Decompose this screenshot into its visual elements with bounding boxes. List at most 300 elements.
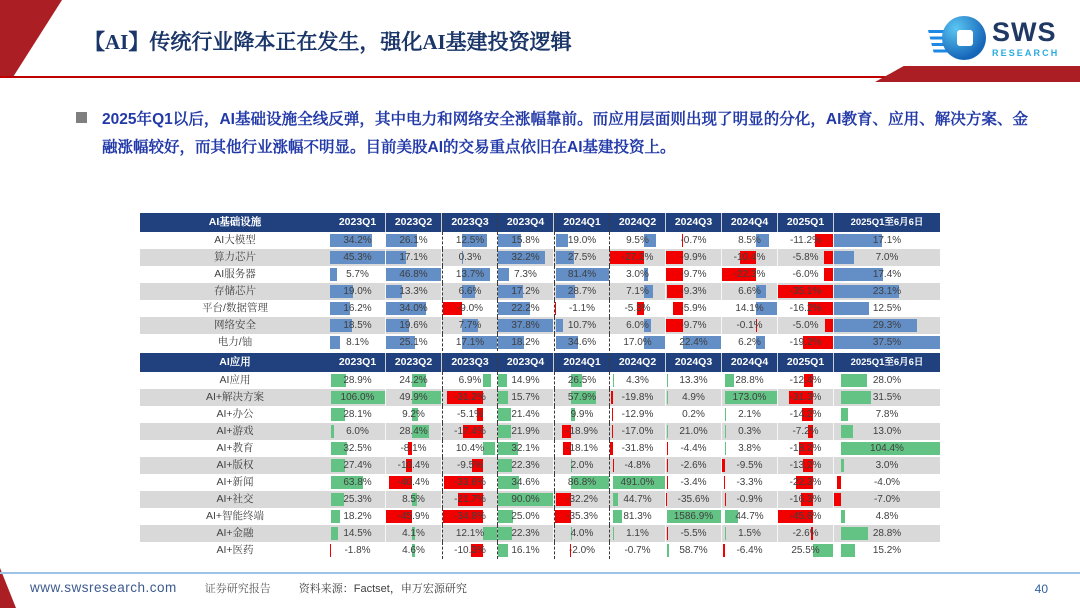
table-cell [498, 300, 554, 317]
table-cell [834, 372, 940, 389]
table-header-row [140, 353, 940, 372]
table-cell [498, 389, 554, 406]
cell-value: -8.1% [400, 443, 427, 454]
summary-bullet [76, 106, 1028, 162]
table-cell [442, 266, 498, 283]
table-cell [834, 249, 940, 266]
table-row [140, 423, 940, 440]
table-cell [666, 300, 722, 317]
table-cell [386, 474, 442, 491]
row-label: AI大模型 [214, 234, 256, 246]
cell-value: -33.6% [454, 477, 486, 488]
cell-value: 32.1% [511, 443, 540, 454]
table-cell [778, 334, 834, 351]
cell-value: -35.3% [566, 511, 598, 522]
table-cell [610, 406, 666, 423]
table-cell [778, 372, 834, 389]
cell-value: 25.5% [791, 545, 820, 556]
column-header: 2025Q1至6月6日 [834, 353, 940, 372]
table-cell [834, 266, 940, 283]
positive-data-bar [330, 268, 337, 281]
table-cell [834, 440, 940, 457]
table-cell [386, 457, 442, 474]
table-cell [666, 283, 722, 300]
table-cell [330, 283, 386, 300]
table-cell [666, 491, 722, 508]
table-cell [498, 372, 554, 389]
table-cell [554, 457, 610, 474]
cell-value: 8.5% [402, 494, 425, 505]
table-cell [666, 542, 722, 559]
negative-data-bar [824, 268, 833, 281]
sws-research-logo [928, 14, 1064, 64]
cell-value: -2.0% [568, 545, 596, 556]
cell-value: -5.1% [456, 409, 484, 420]
table-cell [610, 474, 666, 491]
table-cell [610, 491, 666, 508]
table-cell [554, 249, 610, 266]
cell-value: -5.3% [624, 303, 651, 314]
cell-value: 173.0% [732, 392, 767, 403]
cell-value: 22.3% [511, 528, 540, 539]
table-cell [778, 440, 834, 457]
table-cell [778, 317, 834, 334]
cell-value: -5.0% [792, 320, 819, 331]
positive-data-bar [556, 319, 563, 332]
cell-value: 13.3% [679, 375, 708, 386]
table-cell [666, 372, 722, 389]
table-cell [834, 542, 940, 559]
positive-data-bar [841, 374, 868, 387]
cell-value: 18.5% [343, 320, 372, 331]
negative-data-bar [611, 391, 613, 404]
cell-value: 17.4% [872, 269, 902, 280]
table-cell [330, 389, 386, 406]
cell-value: -6.4% [736, 545, 763, 556]
cell-value: 37.8% [511, 320, 540, 331]
cell-value: -9.0% [456, 303, 484, 314]
table-row [140, 542, 940, 559]
table-cell [778, 283, 834, 300]
table-cell [666, 334, 722, 351]
cell-value: 19.0% [567, 235, 597, 246]
table-cell [554, 372, 610, 389]
table-cell [722, 249, 778, 266]
cell-value: 106.0% [340, 392, 375, 403]
logo-text [992, 19, 1059, 58]
table-cell [442, 457, 498, 474]
footer-divider-line [0, 572, 1080, 574]
cell-value: -9.9% [680, 252, 707, 263]
cell-value: 24.2% [399, 375, 428, 386]
table-cell [834, 474, 940, 491]
positive-data-bar [498, 544, 508, 557]
cell-value: 26.1% [399, 235, 428, 246]
column-header: 2024Q4 [722, 353, 778, 372]
cell-value: -18.1% [566, 443, 598, 454]
negative-data-bar [834, 493, 841, 506]
column-header: 2023Q1 [330, 213, 386, 232]
table-cell [834, 525, 940, 542]
report-type-label: 证券研究报告 [204, 583, 271, 595]
cell-value: -10.4% [397, 460, 430, 471]
cell-value: 3.0% [626, 269, 649, 280]
table-cell [722, 423, 778, 440]
negative-data-bar [330, 544, 331, 557]
cell-value: 32.5% [343, 443, 372, 454]
cell-value: 9.9% [570, 409, 594, 420]
cell-value: -0.7% [680, 235, 707, 246]
cell-value: 491.0% [620, 477, 655, 488]
table-cell [722, 525, 778, 542]
cell-value: 26.5% [567, 375, 597, 386]
table-cell [498, 283, 554, 300]
top-left-red-ribbon [0, 0, 62, 78]
cell-value: 12.1% [455, 528, 485, 539]
cell-value: -5.8% [792, 252, 819, 263]
cell-value: 45.3% [343, 252, 372, 263]
cell-value: 22.4% [679, 337, 708, 348]
column-header: 2023Q4 [498, 353, 554, 372]
cell-value: 4.6% [402, 545, 425, 556]
positive-data-bar [841, 408, 848, 421]
table-cell [554, 283, 610, 300]
table-cell [722, 283, 778, 300]
cell-value: -2.6% [680, 460, 707, 471]
cell-value: 25.3% [343, 494, 372, 505]
cell-value: -7.2% [792, 426, 819, 437]
table-cell [722, 457, 778, 474]
table-cell [722, 542, 778, 559]
positive-data-bar [841, 391, 871, 404]
cell-value: -0.7% [624, 545, 651, 556]
table-cell [778, 423, 834, 440]
cell-value: 2.0% [570, 460, 594, 471]
column-header: 2024Q3 [666, 353, 722, 372]
cell-value: 13.7% [455, 269, 485, 280]
table-cell [610, 283, 666, 300]
cell-value: 104.4% [870, 443, 904, 454]
cell-value: 0.3% [458, 252, 482, 263]
cell-value: 14.5% [343, 528, 372, 539]
page-title: 【AI】传统行业降本正在发生，强化AI基建投资逻辑 [84, 30, 572, 54]
cell-value: 14.1% [735, 303, 764, 314]
cell-value: 3.8% [738, 443, 761, 454]
cell-value: 6.0% [626, 320, 649, 331]
cell-value: -16.2% [789, 303, 822, 314]
cell-value: -19.2% [789, 337, 822, 348]
row-label: AI+教育 [216, 442, 254, 454]
table-cell [666, 474, 722, 491]
website-link[interactable]: www.swsresearch.com [30, 580, 177, 595]
column-header: 2024Q1 [554, 353, 610, 372]
cell-value: -3.4% [680, 477, 707, 488]
table-cell [330, 457, 386, 474]
cell-value: -4.4% [680, 443, 707, 454]
column-header: 2023Q3 [442, 213, 498, 232]
cell-value: -1.1% [568, 303, 596, 314]
table-cell [442, 491, 498, 508]
cell-value: 34.2% [343, 235, 372, 246]
table-row [140, 389, 940, 406]
table-cell [498, 525, 554, 542]
table-cell [386, 249, 442, 266]
cell-value: 46.8% [399, 269, 428, 280]
table-cell [722, 372, 778, 389]
table-cell [554, 317, 610, 334]
table-cell [610, 525, 666, 542]
table-cell [722, 334, 778, 351]
table-cell [666, 508, 722, 525]
table-cell [442, 406, 498, 423]
positive-data-bar [483, 374, 491, 387]
negative-data-bar [610, 442, 613, 455]
table-cell [778, 232, 834, 249]
cell-value: -7.0% [873, 494, 901, 505]
cell-value: -9.5% [456, 460, 484, 471]
table-cell [722, 406, 778, 423]
column-header: 2024Q3 [666, 213, 722, 232]
cell-value: -9.7% [680, 320, 707, 331]
cell-value: -45.9% [397, 511, 430, 522]
negative-data-bar [612, 425, 614, 438]
table-cell [610, 542, 666, 559]
cell-value: 4.9% [682, 392, 705, 403]
table-cell [834, 423, 940, 440]
table-cell [778, 525, 834, 542]
table-row [140, 266, 940, 283]
table-cell [722, 232, 778, 249]
table-cell [386, 542, 442, 559]
table-cell [498, 457, 554, 474]
table-cell [386, 266, 442, 283]
table-cell [330, 266, 386, 283]
positive-data-bar [667, 425, 668, 438]
table-cell [330, 525, 386, 542]
cell-value: 18.2% [343, 511, 372, 522]
cell-value: 34.6% [511, 477, 540, 488]
cell-value: 1.5% [738, 528, 761, 539]
table-cell [498, 508, 554, 525]
positive-data-bar [498, 374, 507, 387]
row-label: AI+医药 [216, 544, 254, 556]
column-header: 2025Q1 [778, 213, 834, 232]
cell-value: 81.3% [623, 511, 652, 522]
table-cell [722, 266, 778, 283]
table-cell [778, 300, 834, 317]
table-cell [386, 423, 442, 440]
table-cell [498, 266, 554, 283]
table-header-row [140, 213, 940, 232]
cell-value: 27.4% [343, 460, 372, 471]
table-cell [554, 474, 610, 491]
column-header: 2023Q4 [498, 213, 554, 232]
cell-value: 6.2% [738, 337, 761, 348]
positive-data-bar [498, 459, 512, 472]
cell-value: 13.0% [872, 426, 902, 437]
table-cell [498, 491, 554, 508]
cell-value: 19.6% [399, 320, 428, 331]
cell-value: 10.7% [567, 320, 597, 331]
cell-value: 4.0% [570, 528, 594, 539]
cell-value: 21.9% [511, 426, 540, 437]
table-cell [386, 372, 442, 389]
positive-data-bar [498, 408, 511, 421]
negative-data-bar [825, 319, 833, 332]
cell-value: 57.9% [567, 392, 597, 403]
table-cell [498, 334, 554, 351]
cell-value: -9.5% [736, 460, 763, 471]
cell-value: -31.2% [454, 392, 486, 403]
cell-value: 16.2% [343, 303, 372, 314]
positive-data-bar [330, 336, 340, 349]
positive-data-bar [556, 234, 568, 247]
negative-data-bar [666, 493, 667, 506]
table-cell [554, 525, 610, 542]
cell-value: -10.3% [454, 545, 486, 556]
column-header: 2024Q4 [722, 213, 778, 232]
cell-value: -12.4% [789, 375, 822, 386]
table-cell [386, 508, 442, 525]
table-cell [330, 423, 386, 440]
cell-value: 17.1% [872, 235, 902, 246]
cell-value: -3.3% [736, 477, 763, 488]
table-cell [386, 283, 442, 300]
positive-data-bar [841, 459, 844, 472]
table-cell [610, 300, 666, 317]
cell-value: 1586.9% [673, 511, 714, 522]
cell-value: -27.2% [621, 252, 654, 263]
table-cell [610, 232, 666, 249]
column-header: 2023Q2 [386, 213, 442, 232]
row-label: AI+游戏 [140, 423, 330, 440]
positive-data-bar [483, 527, 497, 540]
table-cell [610, 457, 666, 474]
cell-value: 3.0% [875, 460, 899, 471]
cell-value: -45.6% [789, 511, 822, 522]
cell-value: -31.3% [789, 392, 822, 403]
cell-value: 23.1% [872, 286, 902, 297]
cell-value: 28.0% [872, 375, 902, 386]
table-cell [386, 406, 442, 423]
cell-value: 22.3% [511, 460, 540, 471]
cell-value: 16.1% [511, 545, 540, 556]
table-cell [386, 491, 442, 508]
negative-data-bar [723, 544, 725, 557]
table-cell [498, 232, 554, 249]
cell-value: 28.8% [735, 375, 764, 386]
table-cell [666, 406, 722, 423]
bullet-square-icon [76, 112, 87, 123]
table-cell [610, 372, 666, 389]
table-cell [666, 440, 722, 457]
cell-value: 9.2% [402, 409, 425, 420]
table-cell [330, 317, 386, 334]
row-label: AI服务器 [214, 268, 256, 280]
column-header: 2023Q2 [386, 353, 442, 372]
table-cell [666, 423, 722, 440]
cell-value: 28.8% [872, 528, 902, 539]
table-cell [498, 249, 554, 266]
table-cell [778, 406, 834, 423]
cell-value: -4.8% [624, 460, 651, 471]
table-row [140, 457, 940, 474]
table-cell [330, 232, 386, 249]
cell-value: 12.5% [872, 303, 902, 314]
table-cell [386, 232, 442, 249]
table-cell [442, 440, 498, 457]
footer [30, 580, 467, 596]
cell-value: -9.7% [680, 269, 707, 280]
cell-value: -2.6% [792, 528, 819, 539]
positive-data-bar [331, 493, 344, 506]
cell-value: 4.8% [875, 511, 899, 522]
positive-data-bar [483, 442, 495, 455]
cell-value: 9.5% [626, 235, 649, 246]
cell-value: 0.3% [738, 426, 761, 437]
positive-data-bar [725, 442, 726, 455]
page-number: 40 [1034, 582, 1048, 596]
row-label: AI+社交 [140, 491, 330, 508]
table-cell [834, 491, 940, 508]
table-cell [442, 300, 498, 317]
cell-value: 6.0% [346, 426, 369, 437]
positive-data-bar [331, 527, 338, 540]
table-cell [554, 423, 610, 440]
table-cell [442, 508, 498, 525]
table-cell [386, 525, 442, 542]
cell-value: 15.2% [872, 545, 902, 556]
negative-data-bar [613, 459, 614, 472]
positive-data-bar [841, 527, 868, 540]
cell-value: 13.3% [399, 286, 428, 297]
table-cell [330, 474, 386, 491]
table-cell [442, 423, 498, 440]
cell-value: -17.0% [621, 426, 654, 437]
cell-value: 27.5% [567, 252, 597, 263]
table-cell [554, 542, 610, 559]
table-cell [778, 249, 834, 266]
cell-value: -4.0% [873, 477, 901, 488]
table-cell [386, 300, 442, 317]
cell-value: -34.8% [454, 511, 486, 522]
cell-value: 5.7% [346, 269, 369, 280]
row-label: AI+解决方案 [140, 389, 330, 406]
cell-value: -5.5% [680, 528, 707, 539]
table-cell [498, 440, 554, 457]
positive-data-bar [331, 425, 334, 438]
table-cell [442, 232, 498, 249]
cell-value: 44.7% [623, 494, 652, 505]
cell-value: 21.0% [679, 426, 708, 437]
table-cell [442, 372, 498, 389]
positive-data-bar [613, 493, 618, 506]
cell-value: -22.3% [733, 269, 766, 280]
cell-value: -10.4% [733, 252, 766, 263]
positive-data-bar [331, 510, 340, 523]
cell-value: 28.4% [399, 426, 428, 437]
negative-data-bar [722, 459, 725, 472]
table-cell [778, 508, 834, 525]
cell-value: 17.1% [455, 337, 485, 348]
table-cell [778, 457, 834, 474]
table-cell [722, 440, 778, 457]
cell-value: 0.2% [682, 409, 705, 420]
cell-value: 6.9% [458, 375, 482, 386]
table-cell [666, 389, 722, 406]
row-label: AI+版权 [140, 457, 330, 474]
cell-value: -35.6% [677, 494, 710, 505]
